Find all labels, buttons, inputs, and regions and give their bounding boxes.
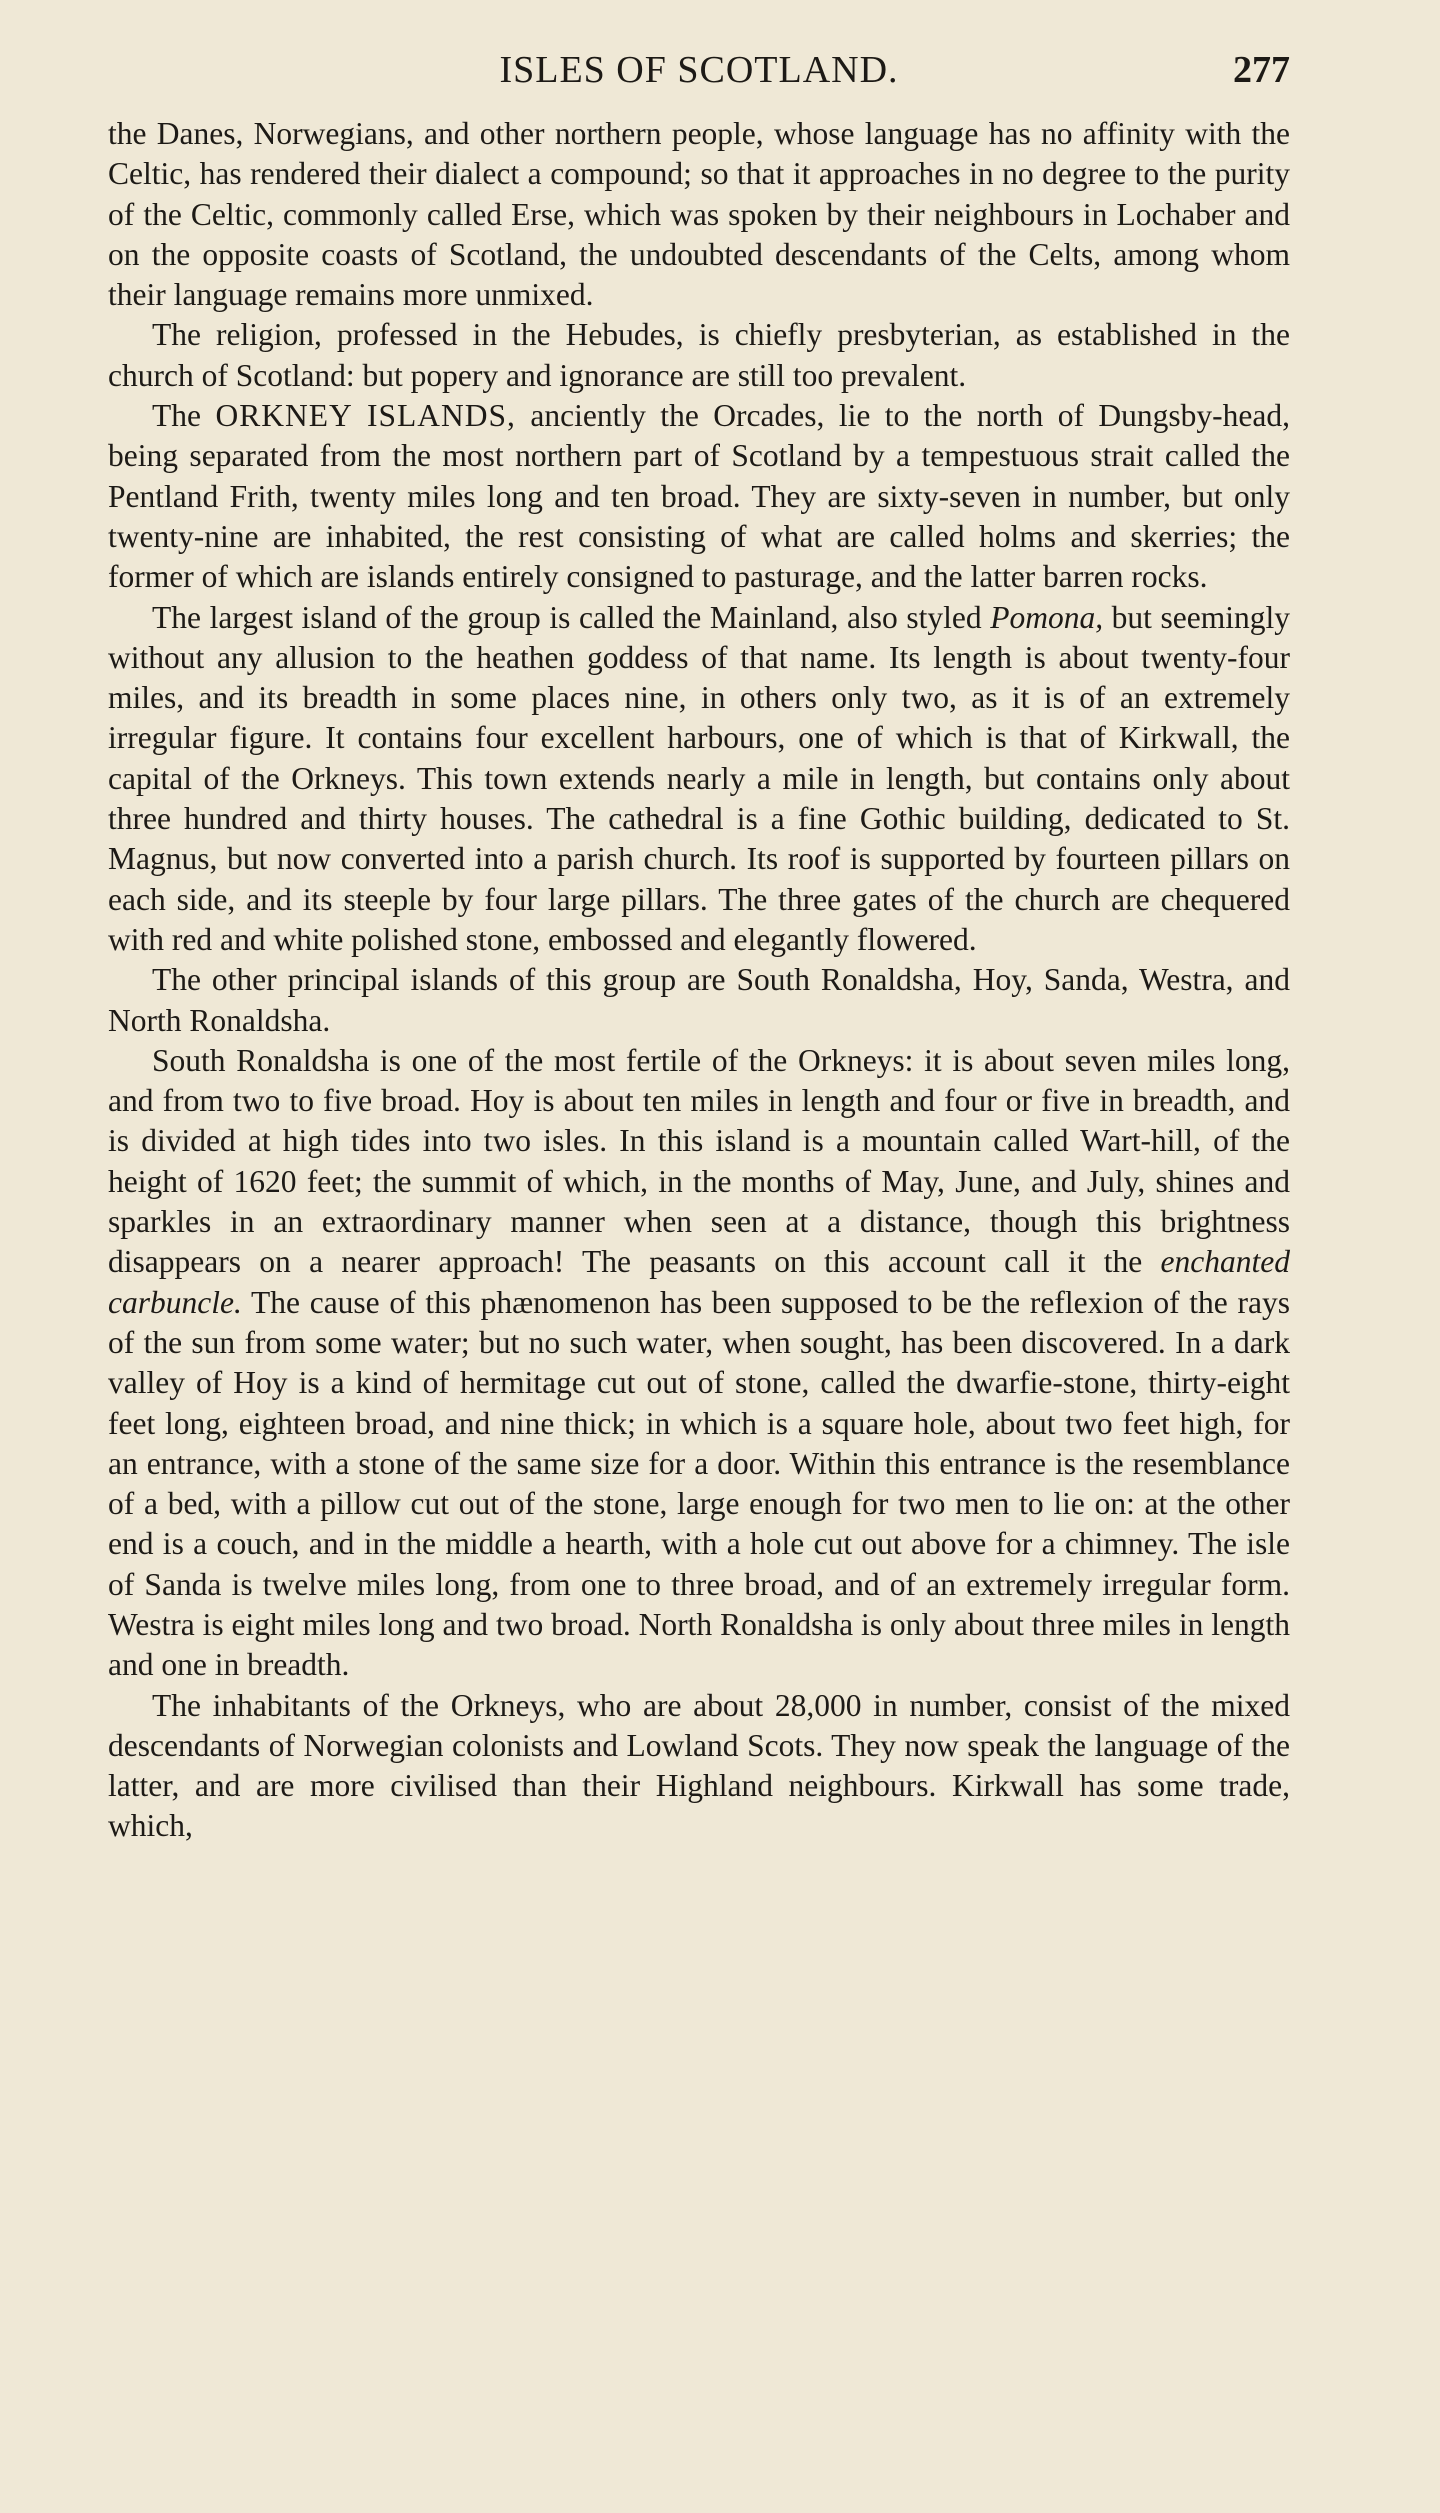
paragraph-rest: The cause of this phænomenon has been supposed to be the reflexion of the rays of the sun from some water; but no such water, when sought, has been discovered. In a dark valley of Hoy is a kind of hermitage cut out of stone, called the dwarfie-stone, thirty-eight feet long, eighteen broad, and nine thick; in which is a square hole, about two feet high, for an entrance, with a stone of the same size for a door. Within this entrance is the resemblance of a bed, with a pillow cut out of the stone, large enough for two men to lie on: at the other end is a couch, and in the middle a hearth, with a hole cut out above for a chimney. The isle of Sanda is twelve miles long, from one to three broad, and of an extremely irregular form. Westra is eight miles long and two broad. North Ronaldsha is only about three miles in length and one in breadth.	[108, 1284, 1290, 1683]
page-header	[108, 42, 1290, 114]
paragraph-principal-islands: The other principal islands of this group are South Ronaldsha, Hoy, Sanda, Westra, and North Ronaldsha.	[108, 962, 1290, 1038]
paragraph-celtic-dialect: the Danes, Norwegians, and other northern people, whose language has no affinity with the Celtic, has rendered their dialect a compound; so that it approaches in no degree to the purity of the Celtic, commonly called Erse, which was spoken by their neighbours in Lochaber and on the opposite coasts of Scotland, the undoubted descendants of the Celts, among whom their language remains more unmixed.	[108, 116, 1290, 313]
paragraph-lead: The	[152, 398, 216, 434]
enchanted-carbuncle-italic: enchanted carbuncle.	[108, 1244, 1290, 1320]
paragraph-mainland	[108, 598, 1290, 961]
paragraph-lead: South Ronaldsha is one of the most fertile of the Orkneys: it is about seven miles long, and from two to five broad. Hoy is about ten miles in length and four or five in breadth, and is divided at high tides into two isles. In this island is a mountain called Wart-hill, of the height of 1620 feet; the summit of which, in the months of May, June, and July, shines and sparkles in an extraordinary manner when seen at a distance, though this brightness disappears on a nearer approach! The peasants on this account call it the	[108, 1042, 1290, 1280]
paragraph-rest: anciently the Orcades, lie to the north of Dungsby-head, being separated from the most northern part of Scotland by a tempestuous strait called the Pentland Frith, twenty miles long and ten broad. They are sixty-seven in number, but only twenty-nine are inhabited, the rest consisting of what are called holms and skerries; the former of which are islands entirely consigned to pasturage, and the latter barren rocks.	[108, 398, 1290, 595]
page-number: 277	[1233, 49, 1290, 91]
pomona-italic: Pomona,	[990, 599, 1104, 635]
paragraph-south-ronaldsha	[108, 1041, 1290, 1686]
paragraph-rest: but seemingly without any allusion to the heathen goddess of that name. Its length is about twenty-four miles, and its breadth in some places nine, in others only two, as it is of an extremely irregular figure. It contains four excellent harbours, one of which is that of Kirkwall, the capital of the Orkneys. This town extends nearly a mile in length, but contains only about three hundred and thirty houses. The cathedral is a fine Gothic building, dedicated to St. Magnus, but now converted into a parish church. Its roof is supported by fourteen pillars on each side, and its steeple by four large pillars. The three gates of the church are chequered with red and white polished stone, embossed and elegantly flowered.	[108, 599, 1290, 957]
running-title: ISLES OF SCOTLAND.	[499, 49, 899, 91]
orkney-islands-heading: ORKNEY ISLANDS,	[215, 398, 516, 434]
paragraph-inhabitants: The inhabitants of the Orkneys, who are about 28,000 in number, consist of the mixed descendants of Norwegian colonists and Lowland Scots. They now speak the language of the latter, and are more civilised than their Highland neighbours. Kirkwall has some trade, which,	[108, 1687, 1290, 1844]
paragraph-religion: The religion, professed in the Hebudes, is chiefly presbyterian, as established in the church of Scotland: but popery and ignorance are still too prevalent.	[108, 317, 1290, 393]
body-text	[108, 114, 1290, 1847]
paragraph-lead: The largest island of the group is called the Mainland, also styled	[152, 599, 991, 635]
paragraph-orkney-islands	[108, 396, 1290, 597]
